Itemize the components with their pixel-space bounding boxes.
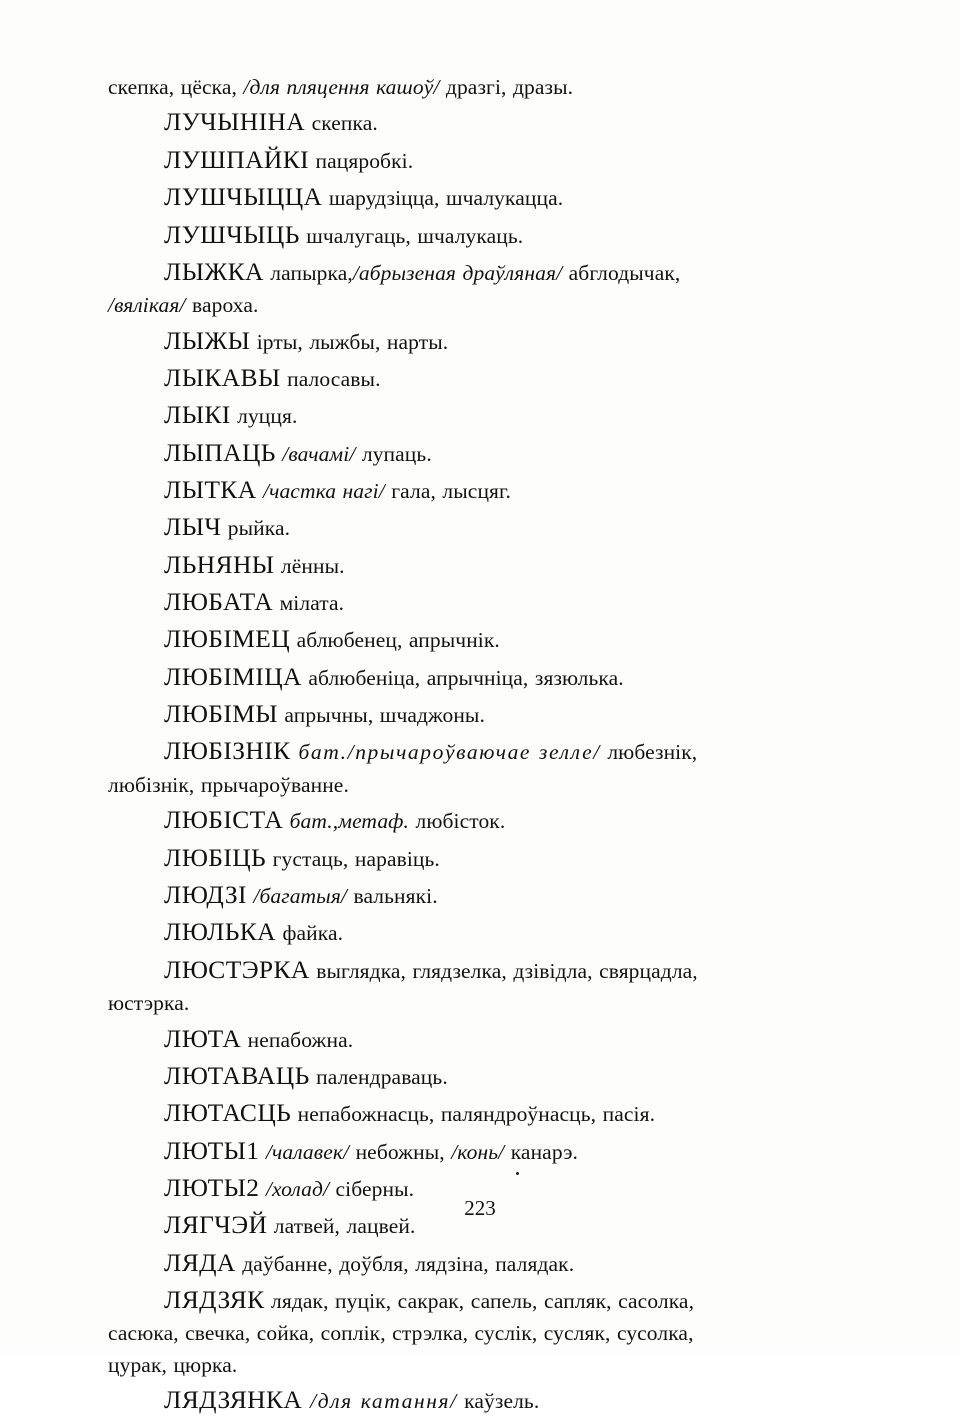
usage-note: /конь/: [451, 1139, 505, 1164]
entry-lyubiznik-cont: [108, 770, 856, 801]
headword: ЛЫЖЫ: [164, 325, 251, 355]
entry-lyubimitsa: [108, 658, 856, 695]
usage-note: /для катання/: [302, 1389, 458, 1414]
gloss-text: палендраваць.: [309, 1064, 448, 1089]
entry-lyubits: [108, 839, 856, 876]
entry-lyusterka: [108, 951, 856, 988]
gloss-text: гала, лысцяг.: [384, 479, 512, 504]
entry-lyusterka-cont: [108, 988, 856, 1019]
headword: ЛЮБIМЫ: [164, 699, 278, 729]
gloss-text: палосавы.: [280, 367, 381, 392]
gloss-text: апрычны, шчаджоны.: [277, 703, 485, 728]
gloss-text: любісток.: [409, 809, 506, 834]
usage-note: /холад/: [259, 1176, 330, 1201]
gloss-text: шчалугаць, шчалукаць.: [299, 223, 524, 248]
entry-lyubiznik: [108, 732, 856, 769]
gloss-text: небожны,: [349, 1139, 452, 1164]
headword: ЛЯДЗЯК: [164, 1284, 265, 1314]
entry-lyubimets: [108, 620, 856, 657]
gloss-text: непабожна.: [241, 1027, 354, 1052]
gloss-text: луцця.: [230, 404, 298, 429]
entry-lyutasts: [108, 1094, 856, 1131]
headword: ЛУЧЫНIНА: [164, 107, 306, 137]
headword: ЛЮДЗI: [164, 879, 247, 909]
entry-lypats: [108, 434, 856, 471]
usage-note: бат.,метаф.: [283, 809, 410, 834]
gloss-text: лапырка,: [263, 260, 353, 285]
gloss-text: лупаць.: [355, 441, 432, 466]
entry-luchynina: [108, 103, 856, 140]
gloss-text: абглодычак,: [562, 260, 681, 285]
entry-lnyany: [108, 546, 856, 583]
entry-lyadzyanka: [108, 1381, 856, 1418]
gloss-text: мілата.: [273, 591, 345, 616]
page-number: 223: [464, 1196, 496, 1220]
gloss-text: цурак, цюрка.: [108, 1352, 238, 1377]
headword: ЛЯДА: [164, 1247, 236, 1277]
gloss-text: ірты, лыжбы, нарты.: [250, 329, 449, 354]
stray-ink-dot: [516, 1172, 519, 1175]
entry-lych: [108, 508, 856, 545]
gloss-text: сіберны.: [329, 1176, 415, 1201]
headword: ЛЮТАСЦЬ: [164, 1098, 292, 1128]
entry-lyuty1: [108, 1132, 856, 1169]
gloss-text: выглядка, глядзелка, дзівідла, свярцадла,: [309, 958, 698, 983]
entry-lyzhka: [108, 253, 856, 290]
gloss-text: аблюбенец, апрычнік.: [290, 628, 500, 653]
headword: ЛЫКАВЫ: [164, 363, 281, 393]
line-skepka: [108, 72, 856, 103]
gloss-text: густаць, наравіць.: [266, 846, 440, 871]
headword: ЛЮСТЭРКА: [164, 954, 310, 984]
entry-lyubimy: [108, 695, 856, 732]
headword: ЛЮБIЦЬ: [164, 842, 267, 872]
headword: ЛЮТЫ1: [164, 1135, 260, 1165]
entry-lyadzyak-cont1: [108, 1318, 856, 1349]
headword: ЛЮЛЬКА: [164, 917, 276, 947]
entry-lyuta: [108, 1020, 856, 1057]
usage-note: /для пляцення кашоў/: [243, 75, 440, 99]
usage-note: /вялікая/: [108, 293, 186, 318]
headword: ЛЮБIМIЦА: [164, 661, 302, 691]
headword: ЛЮТАВАЦЬ: [164, 1060, 310, 1090]
gloss-text: любізнік, прычароўванне.: [108, 772, 349, 797]
entry-lyulka: [108, 913, 856, 950]
headword: ЛЫТКА: [164, 475, 257, 505]
headword: ЛЫПАЦЬ: [164, 437, 276, 467]
gloss-text: вальнякі.: [347, 883, 438, 908]
headword: ЛЮБIСТА: [164, 805, 284, 835]
headword: ЛЮТА: [164, 1023, 242, 1053]
usage-note: /частка нагі/: [256, 479, 385, 504]
headword: ЛЫЧ: [164, 512, 222, 542]
headword: ЛЮТЫ2: [164, 1172, 260, 1202]
entry-lyubista: [108, 801, 856, 838]
gloss-text: каўзель.: [457, 1389, 540, 1414]
gloss-text: аблюбеніца, апрычніца, зязюлька.: [301, 665, 624, 690]
gloss-text: шарудзіцца, шчалукацца.: [322, 186, 564, 211]
entry-lytka: [108, 471, 856, 508]
usage-note: бат./прычароўваючае зелле/: [290, 740, 601, 765]
headword: ЛЮБАТА: [164, 587, 274, 617]
headword: ЛЫЖКА: [164, 256, 264, 286]
gloss-text: лённы.: [274, 553, 345, 578]
gloss-text: лядак, пуцік, сакрак, сапель, сапляк, сасолка,: [264, 1288, 695, 1313]
usage-note: /абрызеная драўляная/: [352, 260, 563, 285]
headword: ЛУШЧЫЦЬ: [164, 219, 300, 249]
gloss-text: любезнік,: [600, 740, 698, 765]
gloss-text: дразгі, дразы.: [439, 75, 574, 99]
headword: ЛЮБIЗНIК: [164, 736, 291, 766]
headword: ЛЯГЧЭЙ: [164, 1210, 268, 1240]
entry-lyubata: [108, 583, 856, 620]
entry-lyutavats: [108, 1057, 856, 1094]
gloss-text: скепка, цёска,: [108, 75, 244, 99]
gloss-text: латвей, лацвей.: [267, 1214, 416, 1239]
headword: ЛЮБIМЕЦ: [164, 624, 291, 654]
gloss-text: канарэ.: [504, 1139, 579, 1164]
entry-lyki: [108, 396, 856, 433]
headword: ЛЫКI: [164, 400, 231, 430]
entry-lykavy: [108, 359, 856, 396]
entry-lyadzyak: [108, 1281, 856, 1318]
gloss-text: даўбанне, доўбля, лядзіна, палядак.: [235, 1251, 575, 1276]
usage-note: /чалавек/: [259, 1139, 350, 1164]
gloss-text: юстэрка.: [108, 991, 190, 1016]
headword: ЛУШПАЙКI: [164, 144, 310, 174]
gloss-text: файка.: [276, 921, 344, 946]
gloss-text: непабожнасць, паляндроўнасць, пасія.: [291, 1102, 656, 1127]
entry-lushpajki: [108, 141, 856, 178]
gloss-text: скепка.: [305, 111, 378, 136]
usage-note: /багатыя/: [246, 883, 347, 908]
headword: ЛЬНЯНЫ: [164, 549, 275, 579]
headword: ЛЯДЗЯНКА: [164, 1385, 303, 1415]
gloss-text: сасюка, свечка, сойка, соплік, стрэлка, суслік, сусляк, сусолка,: [108, 1321, 694, 1346]
headword: ЛУШЧЫЦЦА: [164, 182, 323, 212]
gloss-text: пацяробкі.: [309, 148, 414, 173]
entry-lushchyts: [108, 216, 856, 253]
entry-lushchyttsa: [108, 178, 856, 215]
gloss-text: вароха.: [185, 293, 259, 318]
entry-lyzhka-cont: [108, 290, 856, 321]
entry-lyadzyak-cont2: [108, 1350, 856, 1381]
entry-lyzhy: [108, 322, 856, 359]
usage-note: /вачамі/: [275, 441, 356, 466]
entry-lyudzi: [108, 876, 856, 913]
gloss-text: рыйка.: [221, 516, 291, 541]
entry-lyada: [108, 1244, 856, 1281]
